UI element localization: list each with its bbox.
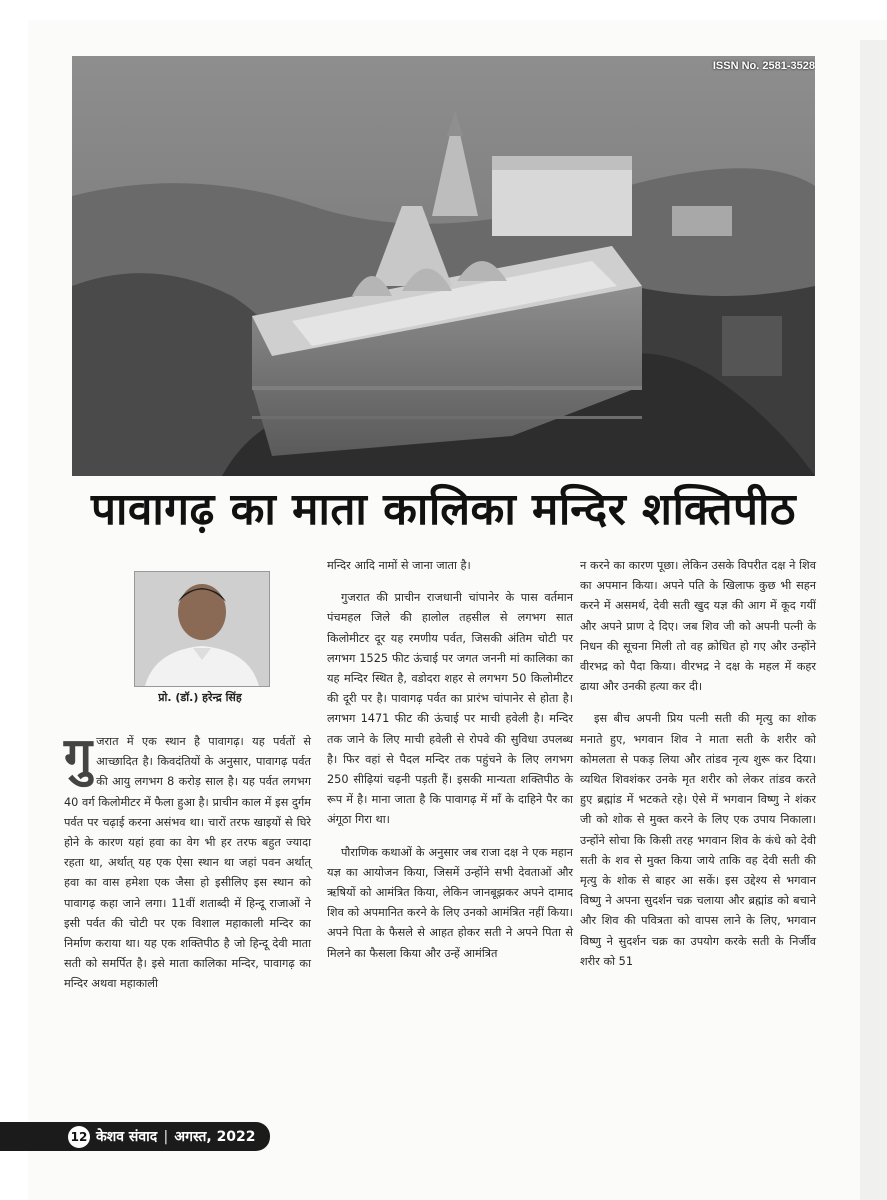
paragraph: मन्दिर आदि नामों से जाना जाता है। <box>327 559 471 572</box>
footer-separator: | <box>163 1128 169 1145</box>
author-photo <box>134 571 270 687</box>
article-column-3 <box>580 556 816 972</box>
article-column-2 <box>327 556 573 964</box>
page-edge <box>860 40 887 1200</box>
temple-illustration <box>72 56 815 476</box>
page-number: 12 <box>68 1126 90 1148</box>
drop-cap: गु <box>64 727 93 785</box>
article-headline: पावागढ़ का माता कालिका मन्दिर शक्तिपीठ <box>91 484 796 535</box>
paragraph <box>64 727 311 995</box>
author-name: प्रो. (डॉ.) हरेन्द्र सिंह <box>158 691 242 704</box>
page-footer <box>0 1122 270 1151</box>
paragraph: इस बीच अपनी प्रिय पत्नी सती की मृत्यु का शोक मनाते हुए, भगवान शिव ने माता सती के शरीर को कोमलता से पकड़ लिया और तांडव नृत्य शुरू कर दिया। व्यथित शिवशंकर उनके मृत शरीर को लेकर तांडव करते हुए ब्रह्मांड में भटकते रहे। ऐसे में भगवान विष्णु ने शंकर जी को शोक से मुक्त करने के लिए एक उपाय निकाला। उन्होंने सोचा कि किसी तरह भगवान शिव के कंधे को देवी सती के शव से मुक्त किया जाये ताकि वह देवी सती की मृत्यु के शोक से बाहर आ सकें। इस उद्देश्य से भगवान विष्णु ने अपना सुदर्शन चक्र चलाया और ब्रह्मांड को बचाने और शिव की पवित्रता को वापस लाने के लिए, भगवान विष्णु ने सुदर्शन चक्र का उपयोग करके सती के निर्जीव शरीर को 51 <box>580 712 816 968</box>
issue-date: अगस्त, 2022 <box>174 1129 256 1145</box>
temple-photo <box>72 56 815 476</box>
issn-number: ISSN No. 2581-3528 <box>712 60 815 72</box>
article-column-1 <box>64 727 311 995</box>
paragraph: गुजरात की प्राचीन राजधानी चांपानेर के पास वर्तमान पंचमहल जिले की हालोल तहसील से लगभग सात किलोमीटर दूर यह रमणीय पर्वत, जिसकी अंतिम चोटी पर लगभग 1525 फीट ऊंचाई पर जगत जननी मां कालिका का यह मन्दिर स्थित है, वडोदरा शहर से लगभग 50 किलोमीटर की दूरी पर है। पावागढ़ पर्वत का प्रारंभ चांपानेर से होता है। लगभग 1471 फीट की ऊंचाई पर माची हवेली है। मन्दिर तक जाने के लिए माची हवेली से रोपवे की सुविधा उपलब्ध है। फिर वहां से पैदल मन्दिर तक पहुंचने के लिए लगभग 250 सीढ़ियां चढ़नी पड़ती हैं। इसकी मान्यता शक्तिपीठ के रूप में है। माना जाता है कि पावागढ़ में माँ के दाहिने पैर का अंगूठा गिरा था। <box>327 591 573 827</box>
paragraph: पौराणिक कथाओं के अनुसार जब राजा दक्ष ने एक महान यज्ञ का आयोजन किया, जिसमें उन्होंने सभी देवताओं और ऋषियों को आमंत्रित किया, लेकिन जानबूझकर अपने दामाद शिव को अपमानित करने के लिए उनको आमंत्रित नहीं किया। अपने पिता के फैसले से आहत होकर सती ने अपने पिता से मिलने का फैसला किया और उन्हें आमंत्रित <box>327 845 573 960</box>
author-portrait <box>135 572 269 686</box>
magazine-name: केशव संवाद <box>96 1129 158 1145</box>
paragraph-text: जरात में एक स्थान है पावागढ़। यह पर्वतों से आच्छादित है। किवदंतियों के अनुसार, पावागढ़ पर्वत की आयु लगभग 8 करोड़ साल है। यह पर्वत लगभग 40 वर्ग किलोमीटर में फैला हुआ है। प्राचीन काल में इस दुर्गम पर्वत पर चढ़ाई करना असंभव था। चारों तरफ खाइयों से घिरे होने के कारण यहां हवा का वेग भी हर तरफ बहुत ज्यादा रहता था, अर्थात् यह एक ऐसा स्थान था जहां पवन अर्थात् हवा का वास हमेशा एक जैसा हो इसीलिए इस स्थान को पावागढ़ कहा जाने लगा। 11वीं शताब्दी में हिन्दू राजाओं ने इसी पर्वत की चोटी पर एक विशाल महाकाली मन्दिर का निर्माण कराया था। यह एक शक्तिपीठ है जो हिन्दू देवी माता सती को समर्पित है। इसे माता कालिका मन्दिर, पावागढ़ का मन्दिर अथवा महाकाली <box>64 735 311 991</box>
paragraph: न करने का कारण पूछा। लेकिन उसके विपरीत दक्ष ने शिव का अपमान किया। अपने पति के खिलाफ कुछ भी सहन करने में असमर्थ, देवी सती खुद यज्ञ की आग में कूद गयीं और अपने प्राण दे दिए। जब शिव जी को अपनी पत्नी के निधन की सूचना मिली तो वह क्रोधित हो गए और उन्होंने वीरभद्र को पैदा किया। वीरभद्र ने दक्ष के महल में कहर ढाया और उनकी हत्या कर दी। <box>580 559 816 694</box>
